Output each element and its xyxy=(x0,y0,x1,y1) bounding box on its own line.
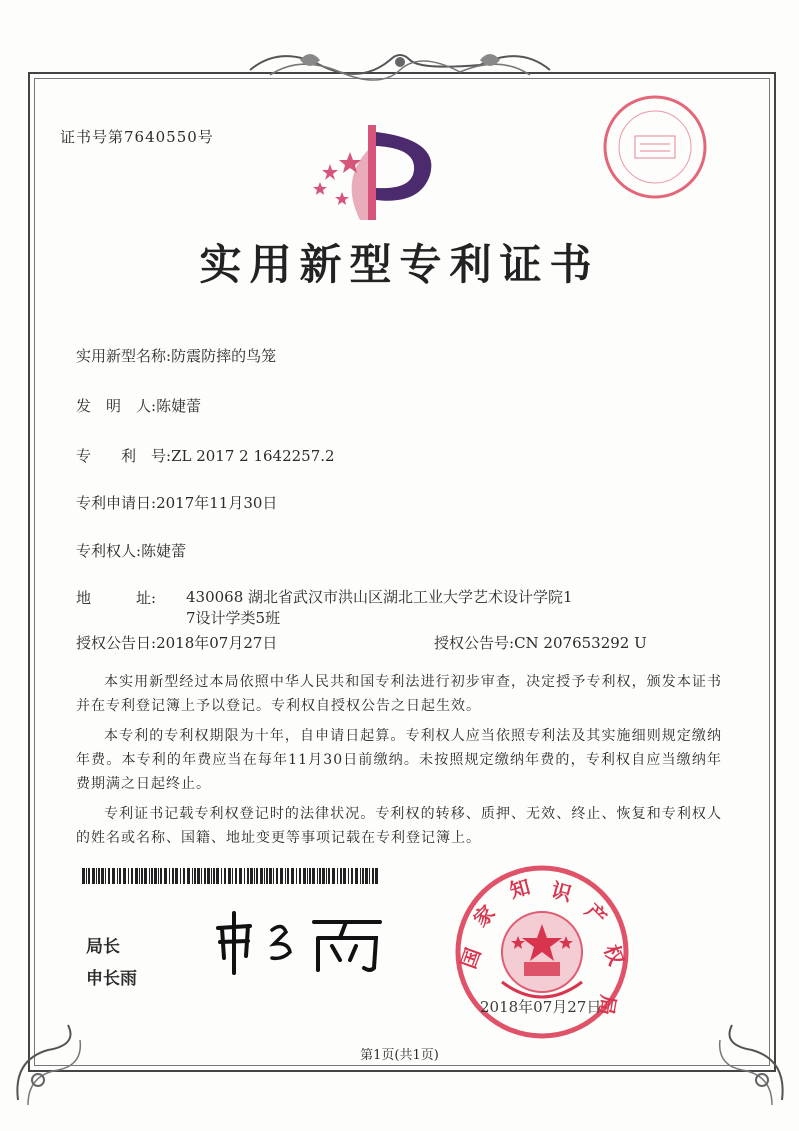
svg-text:国: 国 xyxy=(456,944,486,972)
body-paragraph-1: 本实用新型经过本局依照中华人民共和国专利法进行初步审查，决定授予专利权，颁发本证书并在专利登记簿上予以登记。专利权自授权公告之日起生效。 xyxy=(76,674,722,714)
svg-text:权: 权 xyxy=(599,941,629,969)
grant-date-value: 2018年07月27日 xyxy=(156,634,278,652)
grant-number-row xyxy=(434,632,647,653)
certificate-number: 证书号第7640550号 xyxy=(60,128,214,146)
grant-date-row xyxy=(76,632,277,653)
utility-model-name-row xyxy=(76,345,276,366)
certificate-body xyxy=(76,670,722,856)
address-line-2: 7设计学类5班 xyxy=(186,609,281,627)
svg-text:局: 局 xyxy=(593,993,621,1017)
corner-ornament-icon xyxy=(8,1020,88,1110)
utility-model-name-value: 防震防摔的鸟笼 xyxy=(171,347,277,365)
page-number: 第1页(共1页) xyxy=(360,1048,439,1063)
grant-number-label: 授权公告号: xyxy=(434,634,515,652)
certificate-inner-border xyxy=(34,78,770,1066)
svg-text:产: 产 xyxy=(580,898,612,930)
certificate-title: 实用新型专利证书 xyxy=(199,240,600,289)
address-label-row xyxy=(76,587,156,608)
address-line-1: 430068 湖北省武汉市洪山区湖北工业大学艺术设计学院1 xyxy=(186,588,573,606)
patent-number-row xyxy=(76,445,335,466)
address-label: 地 址: xyxy=(76,589,157,607)
inventor-label: 发 明 人: xyxy=(76,397,157,415)
patent-number-value: ZL 2017 2 1642257.2 xyxy=(171,447,335,465)
corner-ornament-icon xyxy=(712,1020,792,1110)
director-title: 局长 xyxy=(86,937,120,957)
grant-date-label: 授权公告日: xyxy=(76,634,157,652)
svg-text:识: 识 xyxy=(548,877,575,907)
barcode-icon xyxy=(82,868,382,884)
patentee-value: 陈婕蕾 xyxy=(141,542,187,560)
agency-seal-icon xyxy=(600,92,710,202)
patentee-row xyxy=(76,540,186,561)
application-date-value: 2017年11月30日 xyxy=(156,494,278,512)
top-ornament-icon xyxy=(240,40,560,90)
address-value xyxy=(186,587,606,629)
application-date-row xyxy=(76,492,277,513)
grant-number-value: CN 207653292 U xyxy=(514,634,647,652)
sipo-logo-icon xyxy=(300,120,440,225)
svg-text:家: 家 xyxy=(468,900,500,932)
director-name: 申长雨 xyxy=(86,969,137,989)
inventor-row xyxy=(76,395,201,416)
inventor-value: 陈婕蕾 xyxy=(156,397,202,415)
seal-date: 2018年07月27日 xyxy=(480,998,602,1016)
utility-model-name-label: 实用新型名称: xyxy=(76,347,172,365)
application-date-label: 专利申请日: xyxy=(76,494,157,512)
body-paragraph-3: 专利证书记载专利权登记时的法律状况。专利权的转移、质押、无效、终止、恢复和专利权人的姓名或名称、国籍、地址变更等事项记载在专利登记簿上。 xyxy=(76,806,722,846)
handwritten-signature xyxy=(210,908,390,978)
patentee-label: 专利权人: xyxy=(76,542,142,560)
svg-text:知: 知 xyxy=(507,874,533,903)
patent-number-label: 专 利 号: xyxy=(76,447,172,465)
body-paragraph-2: 本专利的专利权期限为十年，自申请日起算。专利权人应当依照专利法及其实施细则规定缴纳年费。本专利的年费应当在每年11月30日前缴纳。未按照规定缴纳年费的，专利权自应当缴纳年费期满之日起终止。 xyxy=(76,728,722,792)
